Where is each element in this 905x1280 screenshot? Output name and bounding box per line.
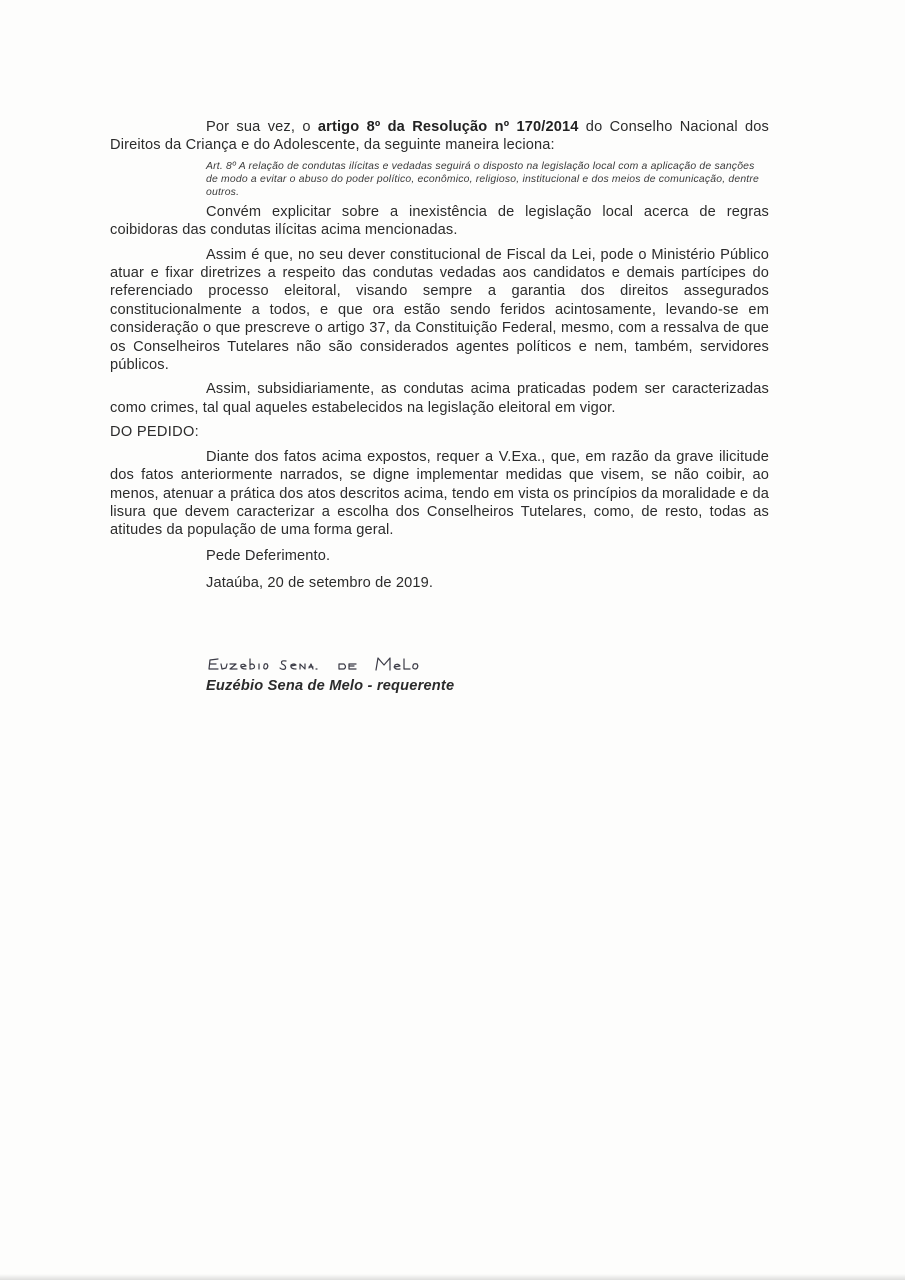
- paragraph-request: Diante dos fatos acima expostos, requer a V.Exa., que, em razão da grave ilicitude dos fatos anteriormente narrados, se digne implementar medidas que visem, se não coibir, ao menos, atenuar a prática dos atos descritos acima, tendo em vista os princípios da moralidade e da lisura que devem caracterizar a escolha dos Conselheiros Tutelares, como, de resto, todas as atitudes da população de uma forma geral.: [110, 448, 769, 539]
- signer-name: Euzébio Sena de Melo - requerente: [206, 678, 455, 694]
- handwritten-signature: [206, 652, 466, 678]
- paragraph-crimes: Assim, subsidiariamente, as condutas acima praticadas podem ser caracterizadas como crimes, tal qual aqueles estabelecidos na legislação eleitoral em vigor.: [110, 381, 769, 416]
- resolution-reference: artigo 8º da Resolução nº 170/2014: [317, 119, 579, 135]
- legal-quote: Art. 8º A relação de condutas ilícitas e vedadas seguirá o disposto na legislação local com a aplicação de sanções de modo a evitar o abuso do poder político, econômico, religioso, institucional e dos meios de comunicação, dentre outros.: [206, 160, 760, 198]
- paragraph-local-legislation: Convém explicitar sobre a inexistência de legislação local acerca de regras coibidoras das condutas ilícitas acima mencionadas.: [110, 203, 769, 239]
- page-edge-shadow: [0, 1274, 905, 1280]
- closing-text: Pede Deferimento.: [206, 547, 331, 564]
- paragraph-text: Por sua vez, o: [206, 119, 318, 135]
- paragraph-text: do Conselho Nacional dos Direitos da Criança e do Adolescente, da seguinte maneira leciona:: [110, 119, 769, 154]
- place-date: Jataúba, 20 de setembro de 2019.: [206, 575, 434, 592]
- section-heading: DO PEDIDO:: [110, 424, 199, 441]
- paragraph-ministry-role: Assim é que, no seu dever constitucional de Fiscal da Lei, pode o Ministério Público atuar e fixar diretrizes a respeito das condutas vedadas aos candidatos e demais partícipes do referenciado processo eleitoral, visando sempre a garantia dos direitos assegurados constitucionalmente a todos, e que ora estão sendo feridos acintosamente, levando-se em consideração o que prescreve o artigo 37, da Constituição Federal, mesmo, com a ressalva de que os Conselheiros Tutelares não são considerados agentes políticos e nem, também, servidores públicos.: [110, 246, 769, 374]
- document-body: [110, 118, 769, 593]
- paragraph-resolution-reference: [110, 118, 769, 155]
